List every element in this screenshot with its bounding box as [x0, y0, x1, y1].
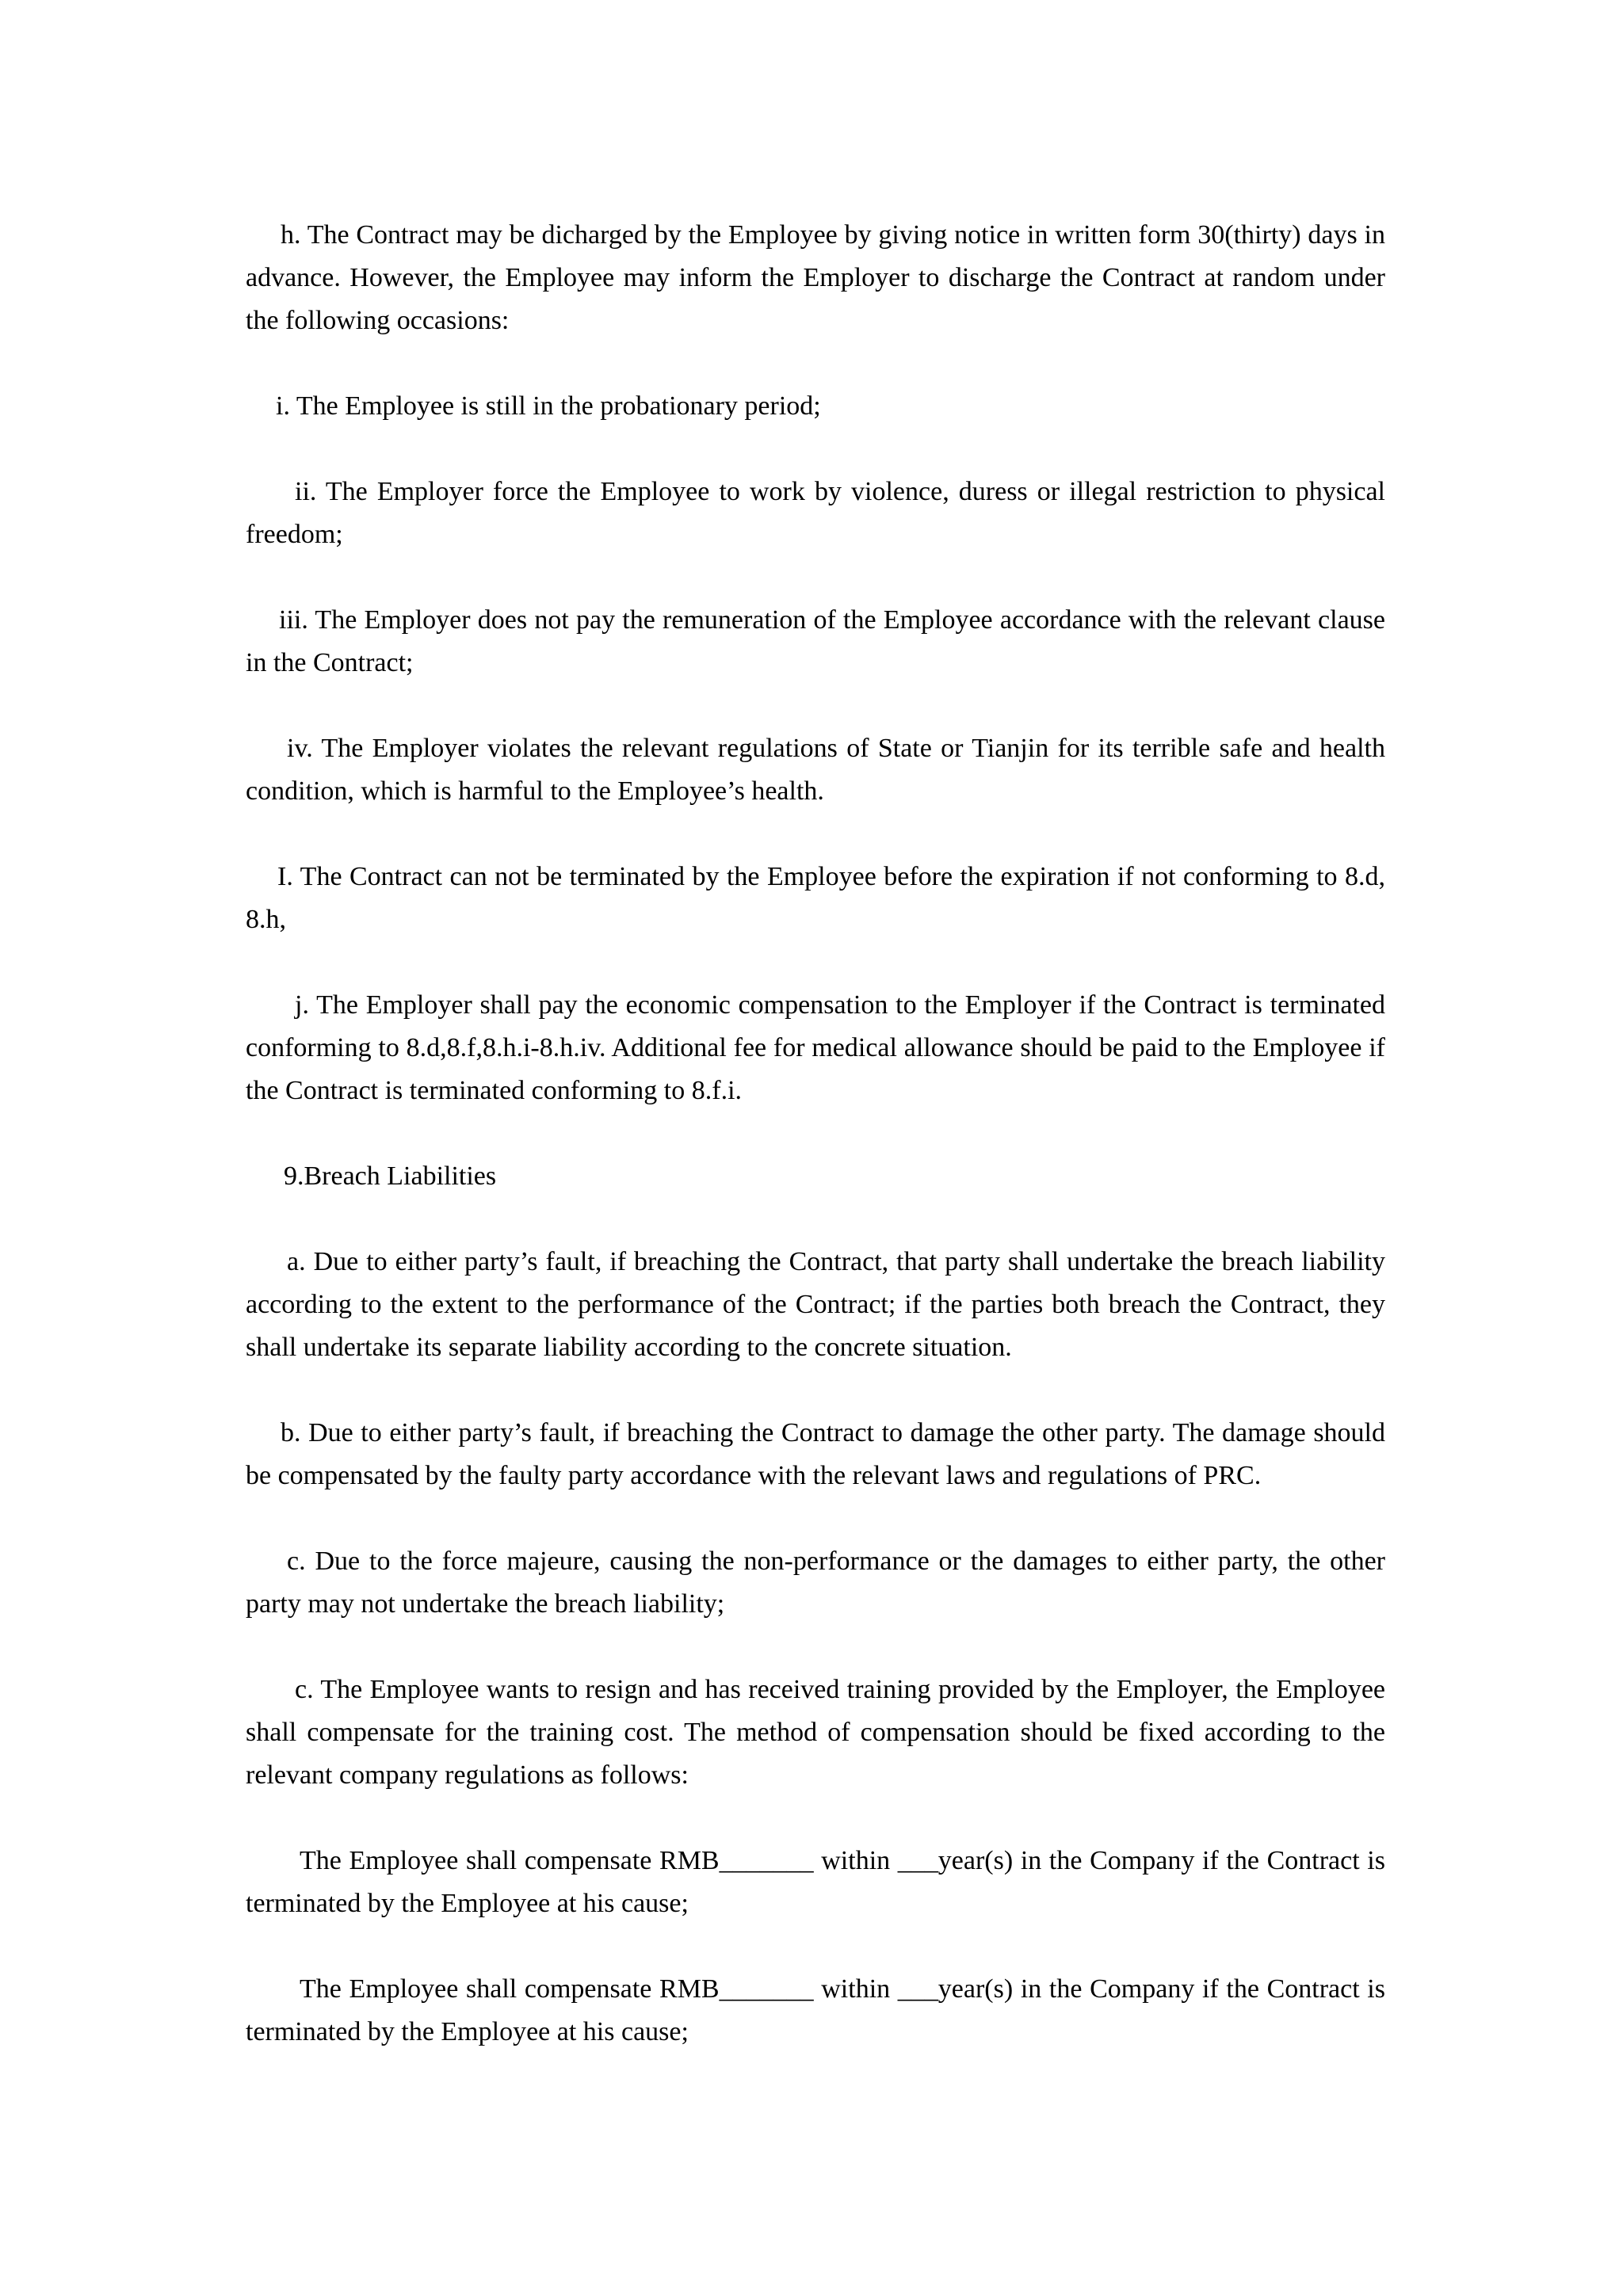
compensation-line-2: The Employee shall compensate RMB_______ within ___year(s) in the Company if the Contract is terminated by the Employee at his cause; — [246, 1974, 1385, 2046]
section-heading-9: 9.Breach Liabilities — [284, 1161, 497, 1191]
clause-9a: a. Due to either party’s fault, if breaching the Contract, that party shall undertake the breach liability according to the extent to the performance of the Contract; if the parties both breach the Contract, they shall undertake its separate liability according to the concrete situation. — [246, 1247, 1385, 1362]
document-body — [246, 214, 1385, 2096]
clause-8h-iii: iii. The Employer does not pay the remuneration of the Employee accordance with the relevant clause in the Contract; — [246, 605, 1385, 677]
compensation-line-1: The Employee shall compensate RMB_______ within ___year(s) in the Company if the Contract is terminated by the Employee at his cause; — [246, 1846, 1385, 1918]
clause-8h: h. The Contract may be dicharged by the Employee by giving notice in written form 30(thirty) days in advance. However, the Employee may inform the Employer to discharge the Contract at random under the following occasions: — [246, 220, 1385, 335]
clause-8j: j. The Employer shall pay the economic compensation to the Employer if the Contract is terminated conforming to 8.d,8.f,8.h.i-8.h.iv. Additional fee for medical allowance should be paid to the Employee if the Contract is terminated conforming to 8.f.i. — [246, 990, 1385, 1105]
clause-9b: b. Due to either party’s fault, if breaching the Contract to damage the other party. The damage should be compensated by the faulty party accordance with the relevant laws and regulations of PRC. — [246, 1418, 1385, 1490]
clause-9c-training: c. The Employee wants to resign and has received training provided by the Employer, the Employee shall compensate for the training cost. The method of compensation should be fixed according to the relevant company regulations as follows: — [246, 1675, 1385, 1790]
clause-8i: I. The Contract can not be terminated by the Employee before the expiration if not conforming to 8.d, 8.h, — [246, 862, 1385, 934]
clause-8h-ii: ii. The Employer force the Employee to work by violence, duress or illegal restriction to physical freedom; — [246, 477, 1385, 549]
clause-9c: c. Due to the force majeure, causing the non-performance or the damages to either party, the other party may not undertake the breach liability; — [246, 1547, 1385, 1619]
clause-8h-iv: iv. The Employer violates the relevant regulations of State or Tianjin for its terrible safe and health condition, which is harmful to the Employee’s health. — [246, 734, 1385, 806]
clause-8h-i: i. The Employee is still in the probationary period; — [276, 391, 821, 421]
